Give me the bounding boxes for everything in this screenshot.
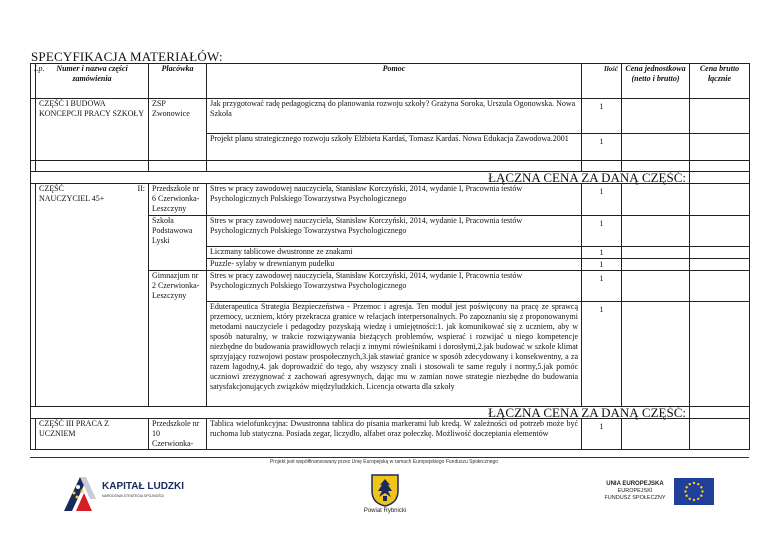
kapital-ludzki-emblem-icon [62, 475, 98, 513]
part1-aid-1: Jak przygotować radę pedagogiczną do planowania rozwoju szkoły? Grażyna Soroka, Urszula Ogonowska. Nowa Szkoła [207, 99, 582, 134]
table-row [31, 184, 750, 216]
header-row [31, 64, 750, 99]
header-qty: Ilość [582, 64, 622, 99]
part2-name-c: NAUCZYCIEL 45+ [39, 194, 105, 203]
header-name: Numer i nazwa części zamówienia [36, 64, 149, 99]
part2-qty-5: 1 [582, 271, 622, 302]
table-row [31, 99, 750, 134]
kapital-ludzki-logo [62, 475, 185, 515]
eu-star-icon [685, 486, 687, 488]
eu-star-icon [693, 482, 695, 484]
county-name: Powiat Rybnicki [363, 508, 407, 514]
eu-star-icon [697, 483, 699, 485]
part2-aid-5: Stres w pracy zawodowej nauczyciela, Stanisław Korczyński, 2014, wydanie I, Pracownia testów Psychologicznych Polskiego Towarzystwa Psychologicznego [207, 271, 582, 302]
header-place: Placówka [149, 64, 207, 99]
materials-table [30, 63, 750, 450]
document-title: SPECYFIKACJA MATERIAŁÓW: [31, 49, 223, 64]
eu-star-icon [700, 495, 702, 497]
part2-qty-2: 1 [582, 216, 622, 247]
part3-aid-1: Tablica wielofunkcyjna: Dwustronna tablica do pisania markerami lub kredą. W zależności od potrzeb może być ruchoma lub statyczna. Posiada zegar, liczydło, alfabet oraz połeczkę. Możliwość doczepiania elementów [207, 419, 582, 450]
header-lp: Lp. [31, 64, 36, 99]
eu-star-icon [689, 483, 691, 485]
part2-place-3: Gimnazjum nr 2 Czerwionka-Leszczyny [149, 271, 207, 407]
part3-name: CZĘŚĆ III PRACA Z UCZNIEM [36, 419, 149, 450]
header-gross: Cena brutto łącznie [690, 64, 750, 99]
county-crest-icon [370, 473, 400, 507]
part2-qty-4: 1 [582, 259, 622, 271]
part1-aid-2: Projekt planu strategicznego rozwoju szkoły Elżbieta Kardaś, Tomasz Kardaś. Nowa Edukacja Zawodowa.2001 [207, 134, 582, 161]
part2-sum-label: ŁĄCZNA CENA ZA DANĄ CZĘŚĆ: [31, 407, 690, 419]
eu-star-icon [689, 498, 691, 500]
part2-qty-6: 1 [582, 302, 622, 407]
part2-name-a: CZĘŚĆ [39, 184, 64, 193]
eu-star-icon [693, 499, 695, 501]
header-aid: Pomoc [207, 64, 582, 99]
eu-caption [600, 481, 670, 502]
part2-qty-1: 1 [582, 184, 622, 216]
kapital-ludzki-title: KAPITAŁ LUDZKI [102, 481, 185, 492]
eu-line-1: UNIA EUROPEJSKA [606, 481, 664, 487]
part1-qty-2: 1 [582, 134, 622, 161]
part1-name: CZĘŚĆ I BUDOWA KONCEPCJI PRACY SZKOŁY [36, 99, 149, 161]
part2-place-2: Szkoła Podstawowa Lyski [149, 216, 207, 271]
kapital-ludzki-subtitle: NARODOWA STRATEGIA SPÓJNOŚCI [102, 494, 165, 498]
part1-sum-label: ŁĄCZNA CENA ZA DANĄ CZĘŚĆ: [31, 172, 690, 184]
eu-line-2: EUROPEJSKI [617, 488, 653, 494]
table-row [31, 419, 750, 450]
eu-star-icon [685, 495, 687, 497]
part1-place: ZSP Zwonowice [149, 99, 207, 161]
eu-star-icon [697, 498, 699, 500]
eu-star-icon [701, 490, 703, 492]
part2-sum-row [31, 407, 750, 419]
part3-place: Przedszkole nr 10 Czerwionka- [149, 419, 207, 450]
part1-qty-1: 1 [582, 99, 622, 134]
part2-aid-2: Stres w pracy zawodowej nauczyciela, Stanisław Korczyński, 2014, wydanie I, Pracownia testów Psychologicznych Polskiego Towarzystwa Psychologicznego [207, 216, 582, 247]
part2-aid-3: Liczmany tablicowe dwustronne ze znakami [207, 247, 582, 259]
header-unit-price: Cena jednostkowa (netto i brutto) [622, 64, 690, 99]
part2-aid-6: Eduterapeutica Strategia Bezpieczeństwa - Przemoc i agresja. Ten moduł jest poświęcony na pracę ze sprawcą przemocy, uczniem, który przekracza granice w relacjach interpersonalnych. Po zapoznaniu się z proponowanymi metodami nauczyciele i pedagodzy pozyskają wiedzę i umiejętności:1. jak komunikować się z uczniem, aby w sposób naturalny, w trakcie rozwiązywania bieżących problemów, wspierać i rozwijać u niego kompetencje niezbędne do budowania prawidłowych relacji z innymi rówieśnikami i dorosłymi,2.jak budować w szkole klimat sprzyjający rozwojowi postaw prospołecznych,3.jak stawiać granice w sposób zdecydowany i konsekwentny, a za razem łagodny,4. jak doprowadzić do tego, aby wszyscy znali i stosowali te same reguły i normy,5.jak pomóc uczniowi zrezygnować z zachowań agresywnych, dając mu w zamian nowe strategie niezbędne do budowania satysfakcjonujących związków międzyludzkich. Licencja otwarta dla szkoły [207, 302, 582, 407]
footer-divider [30, 457, 749, 458]
part2-place-1: Przedszkole nr 6 Czerwionka-Leszczyny [149, 184, 207, 216]
eu-line-3: FUNDUSZ SPOŁECZNY [604, 495, 666, 501]
part2-aid-4: Puzzle- sylaby w drewnianym pudełku [207, 259, 582, 271]
eu-star-icon [700, 486, 702, 488]
part2-aid-1: Stres w pracy zawodowej nauczyciela, Stanisław Korczyński, 2014, wydanie I, Pracownia testów Psychologicznych Polskiego Towarzystwa Psychologicznego [207, 184, 582, 216]
part3-qty-1: 1 [582, 419, 622, 450]
part2-name [36, 184, 149, 407]
eu-flag-icon [674, 478, 714, 505]
cofinancing-note: Projekt jest współfinansowany przez Unię Europejską w ramach Europejskiego Funduszu Społecznego [269, 459, 499, 465]
eu-star-icon [684, 490, 686, 492]
part2-name-b: II: [137, 184, 145, 193]
part2-qty-3: 1 [582, 247, 622, 259]
part1-sum-row [31, 172, 750, 184]
